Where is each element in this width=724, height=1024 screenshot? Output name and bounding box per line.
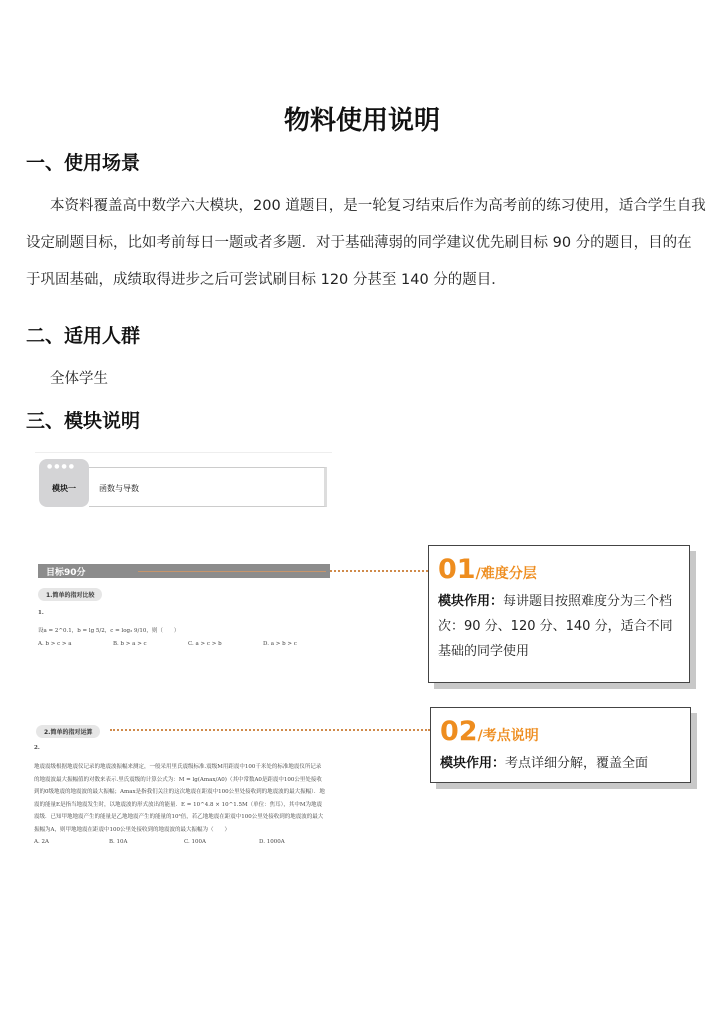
option-d: D. 1000A — [259, 839, 285, 845]
callout-label: 模块作用： — [438, 594, 504, 609]
callout-difficulty — [428, 545, 690, 683]
target-label: 目标90分 — [46, 568, 86, 578]
module-header-image — [35, 452, 332, 514]
section-heading-audience: 二、适用人群 — [26, 325, 141, 347]
tab-dots-icon: ●●●● — [47, 463, 76, 470]
connector-line-1 — [330, 570, 428, 572]
page-title: 物料使用说明 — [283, 106, 440, 136]
scenario-text: 本资料覆盖高中数学六大模块，200 道题目，是一轮复习结束后作为高考前的练习使用，适合学生自我设定刷题目标，比如考前每日一题或者多题．对于基础薄弱的同学建议优先刷目标 90 分的题目，目的在于巩固基础，成绩取得进步之后可尝试刷目标 120 分甚至 140 分的题目． — [26, 198, 706, 288]
module-name: 函数与导数 — [89, 467, 327, 507]
option-c: C. a > c > b — [188, 641, 222, 647]
connector-line-2 — [110, 729, 430, 731]
section-heading-modules: 三、模块说明 — [26, 410, 141, 432]
callout-text: 考点详细分解，覆盖全面 — [505, 756, 649, 771]
question-1-options — [38, 641, 338, 647]
question-2-number: 2. — [34, 745, 40, 751]
target-bar — [38, 564, 330, 578]
option-d: D. a > b > c — [263, 641, 297, 647]
option-b: B. b > a > c — [113, 641, 147, 647]
callout-subtitle: /难度分层 — [475, 566, 537, 582]
option-b: B. 10A — [109, 839, 128, 845]
module-tab — [39, 459, 89, 507]
question-2-text: 地震震级根据地震仪记录的地震波振幅来测定，一般采用里氏震级标准.震级M用距震中100千米处的标准地震仪所记录的地震波最大振幅值的对数来表示.里氏震级的计算公式为：M = lg(Amax/A0)（其中常数A0是距震中100公里处接收到的0级地震的地震波的最大振幅；Amax是指我们关注的这次地震在距震中100公里处接收到的地震波的最大振幅）．地震的能量E是指当地震发生时，以地震波的形式放出的能量．E = 10^4.8 × 10^1.5M（单位：焦耳），其中M为地震震级．已知甲地地震产生的能量是乙地地震产生的能量的10³倍，若乙地地震在距震中100公里处接收到的地震波的最大振幅为A，则甲地地震在距震中100公里处接收到的地震波的最大振幅为（ ） — [34, 764, 325, 833]
question-1-text: 设a = 2^0.1，b = lg 5/2，c = log₃ 9/10，则（ ） — [38, 628, 180, 634]
callout-topics — [430, 707, 691, 783]
option-c: C. 100A — [184, 839, 206, 845]
question-2-options — [34, 839, 334, 845]
topic-pill-1: 1.简单的指对比较 — [38, 588, 102, 601]
option-a: A. b > c > a — [38, 641, 72, 647]
option-a: A. 2A — [34, 839, 49, 845]
question-1-number: 1. — [38, 610, 44, 616]
callout-number: 02 — [440, 716, 478, 747]
audience-text: 全体学生 — [50, 371, 108, 387]
module-tab-label: 模块一 — [52, 483, 76, 493]
callout-number: 01 — [438, 554, 476, 585]
callout-label: 模块作用： — [440, 756, 506, 771]
callout-subtitle: /考点说明 — [477, 728, 539, 744]
callout-text: 每讲题目按照难度分为三个档次：90 分、120 分、140 分，适合不同基础的同学使用 — [438, 594, 673, 659]
section-heading-scenario: 一、使用场景 — [26, 152, 141, 174]
topic-pill-2: 2.简单的指对运算 — [36, 725, 100, 738]
